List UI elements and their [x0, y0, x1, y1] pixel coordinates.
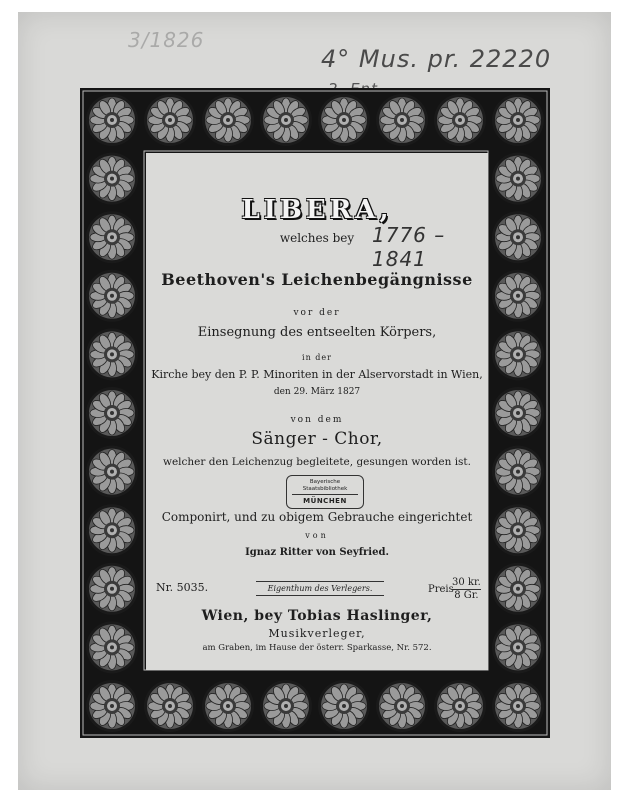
- publisher-role: Musikverleger,: [268, 627, 366, 640]
- rosette-icon: [492, 94, 544, 146]
- rosette-icon: [144, 680, 196, 732]
- stamp-top: Bayerische Staatsbibliothek: [292, 479, 358, 495]
- price-groschen: 8 Gr.: [454, 590, 479, 601]
- title-line-einsegnung: Einsegnung des entseelten Körpers,: [197, 325, 437, 340]
- rosette-icon: [434, 94, 486, 146]
- rosette-icon: [86, 387, 138, 439]
- rosette-icon: [86, 621, 138, 673]
- rosette-icon: [86, 680, 138, 732]
- rosette-icon: [86, 446, 138, 498]
- composer-name: Ignaz Ritter von Seyfried.: [245, 547, 389, 558]
- price-kreuzer: 30 kr.: [452, 577, 481, 588]
- rosette-icon: [86, 211, 138, 263]
- publisher-line: Wien, bey Tobias Haslinger,: [201, 608, 433, 624]
- property-note: Eigenthum des Verlegers.: [256, 581, 384, 596]
- title-line-saenger-chor: Sänger - Chor,: [251, 429, 383, 449]
- publisher-address: am Graben, im Hause der österr. Sparkasse, Nr. 572.: [202, 643, 432, 653]
- rosette-icon: [492, 504, 544, 556]
- rosette-icon: [260, 94, 312, 146]
- title-line-welches: welches bey: [279, 231, 355, 245]
- rosette-icon: [492, 211, 544, 263]
- rosette-icon: [318, 680, 370, 732]
- price-values: [452, 577, 481, 602]
- rosette-icon: [492, 680, 544, 732]
- title-line-date: den 29. März 1827: [273, 387, 361, 397]
- shelfmark: 4° Mus. pr. 22220: [321, 45, 552, 73]
- stamp-bottom: MÜNCHEN: [303, 497, 347, 506]
- title-line-componirt: Componirt, und zu obigem Gebrauche eingerichtet: [161, 510, 473, 524]
- rosette-icon: [86, 153, 138, 205]
- rosette-icon: [492, 387, 544, 439]
- title-line-vor-der: vor der: [293, 308, 341, 318]
- title-line-beethoven: Beethoven's Leichenbegängnisse: [161, 270, 473, 289]
- rosette-icon: [202, 680, 254, 732]
- plate-number: Nr. 5035.: [156, 581, 209, 594]
- title-panel: [146, 153, 488, 670]
- handwritten-dates: 1776 – 1841: [372, 223, 446, 271]
- library-stamp: [286, 475, 364, 509]
- rosette-icon: [376, 94, 428, 146]
- title-line-kirche: Kirche bey den P. P. Minoriten in der Alservorstadt in Wien,: [151, 368, 483, 381]
- rosette-icon: [492, 328, 544, 380]
- rosette-icon: [144, 94, 196, 146]
- rosette-icon: [86, 563, 138, 615]
- shelfmark-faint: 3/1826: [128, 28, 205, 52]
- rosette-icon: [86, 328, 138, 380]
- rosette-icon: [202, 94, 254, 146]
- title-line-von: von: [305, 531, 329, 540]
- main-title: LIBERA,: [241, 195, 393, 225]
- rosette-icon: [318, 94, 370, 146]
- title-line-in-der: in der: [302, 353, 332, 362]
- title-line-von-dem: von dem: [290, 415, 344, 425]
- rosette-icon: [86, 270, 138, 322]
- rosette-icon: [86, 504, 138, 556]
- rosette-icon: [86, 94, 138, 146]
- rosette-icon: [434, 680, 486, 732]
- rosette-icon: [376, 680, 428, 732]
- rosette-icon: [260, 680, 312, 732]
- rosette-icon: [492, 270, 544, 322]
- rosette-icon: [492, 153, 544, 205]
- title-line-welcher: welcher den Leichenzug begleitete, gesungen worden ist.: [162, 456, 471, 468]
- rosette-icon: [492, 446, 544, 498]
- rosette-icon: [492, 563, 544, 615]
- rosette-icon: [492, 621, 544, 673]
- price-label: Preis: [428, 584, 454, 595]
